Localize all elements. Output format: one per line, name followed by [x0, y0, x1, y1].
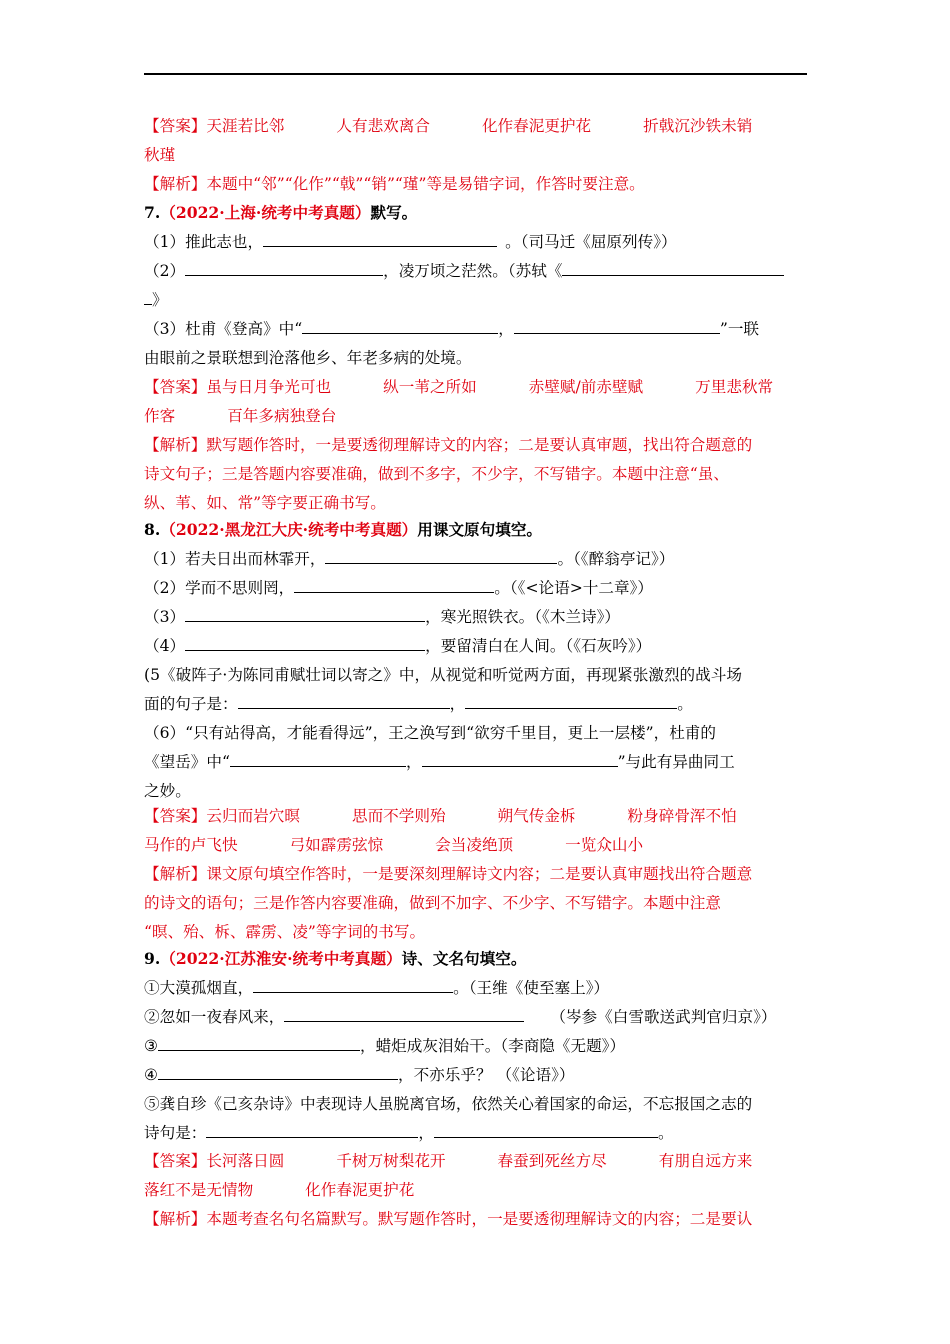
q8-item-3: （3） ，寒光照铁衣。（《木兰诗》）	[144, 608, 621, 626]
q8-answer-line: 【答案】云归而岩穴暝 思而不学则殆 朔气传金柝 粉身碎骨浑不怕	[144, 807, 737, 825]
answer-label: 【答案】	[144, 807, 207, 825]
q7-item-3: （3）杜甫《登高》中“ ， ”一联	[144, 320, 760, 338]
fill-blank[interactable]	[562, 260, 784, 276]
fill-blank[interactable]	[284, 1006, 524, 1022]
fill-blank[interactable]	[253, 977, 453, 993]
fill-blank[interactable]	[325, 548, 557, 564]
q9-heading: 9.（2022·江苏淮安·统考中考真题）诗、文名句填空。	[144, 949, 527, 968]
q7-answer-wrap: 作客 百年多病独登台	[144, 407, 337, 425]
fill-blank[interactable]	[514, 318, 720, 334]
q8-analysis-2: 的诗文的语句；三是作答内容要准确，做到不加字、不少字、不写错字。本题中注意	[144, 894, 721, 912]
q6-answer-wrap: 秋瑾	[144, 146, 176, 164]
fill-blank[interactable]	[206, 1122, 418, 1138]
q8-analysis-1: 【解析】课文原句填空作答时，一是要深刻理解诗文内容；二是要认真审题找出符合题意	[144, 865, 753, 883]
q8-item-2: （2）学而不思则罔， 。（《<论语>十二章》）	[144, 579, 653, 597]
q9-item-5: ⑤龚自珍《己亥杂诗》中表现诗人虽脱离官场，依然关心着国家的命运，不忘报国之志的	[144, 1095, 753, 1113]
q9-analysis-1: 【解析】本题考查名句名篇默写。默写题作答时，一是要透彻理解诗文的内容；二是要认	[144, 1210, 753, 1228]
q9-item-3: ③ ，蜡炬成灰泪始干。（李商隐《无题》）	[144, 1037, 626, 1055]
q6-analysis: 【解析】本题中“邻”“化作”“戟”“销”“瑾”等是易错字词，作答时要注意。	[144, 175, 645, 193]
q7-item-2: （2） ，凌万顷之茫然。（苏轼《	[144, 260, 824, 282]
q8-heading: 8.（2022·黑龙江大庆·统考中考真题）用课文原句填空。	[144, 520, 543, 539]
header-rule	[144, 73, 807, 75]
q7-analysis-3: 纵、苇、如、常”等字要正确书写。	[144, 494, 386, 512]
analysis-label: 【解析】	[144, 1210, 207, 1228]
q7-analysis-1: 【解析】默写题作答时，一是要透彻理解诗文的内容；二是要认真审题，找出符合题意的	[144, 436, 753, 454]
q8-item-6: （6）“只有站得高，才能看得远”，王之涣写到“欲穷千里目，更上一层楼”，杜甫的	[144, 724, 716, 742]
q7-item-3-wrap: 由眼前之景联想到沧落他乡、年老多病的处境。	[144, 349, 472, 367]
q9-item-5-wrap: 诗句是： ， 。	[144, 1124, 674, 1142]
q7-item-1: （1）推此志也， 。（司马迁《屈原列传》）	[144, 233, 677, 251]
q6-answer-line: 【答案】天涯若比邻 人有悲欢离合 化作春泥更护花 折戟沉沙铁未销	[144, 117, 753, 135]
analysis-label: 【解析】	[144, 865, 207, 883]
question-source: （2022·黑龙江大庆·统考中考真题）	[160, 520, 418, 539]
fill-blank[interactable]	[422, 751, 618, 767]
q9-answer-line: 【答案】长河落日圆 千树万树梨花开 春蚕到死丝方尽 有朋自远方来	[144, 1152, 753, 1170]
q8-item-4: （4） ，要留清白在人间。（《石灰吟》）	[144, 637, 652, 655]
fill-blank[interactable]	[185, 260, 383, 276]
q8-analysis-3: “暝、殆、柝、霹雳、凌”等字词的书写。	[144, 923, 426, 941]
question-source: （2022·江苏淮安·统考中考真题）	[160, 949, 402, 968]
q7-analysis-2: 诗文句子；三是答题内容要准确，做到不多字，不少字，不写错字。本题中注意“虽、	[144, 465, 729, 483]
analysis-label: 【解析】	[144, 436, 207, 454]
fill-blank[interactable]	[185, 635, 425, 651]
q9-item-4: ④ ，不亦乐乎？ （《论语》）	[144, 1066, 575, 1084]
q7-item-2-wrap: 》	[144, 289, 824, 311]
analysis-label: 【解析】	[144, 175, 207, 193]
answer-label: 【答案】	[144, 378, 207, 396]
q8-item-5-wrap: 面的句子是： ， 。	[144, 695, 693, 713]
fill-blank[interactable]	[302, 318, 498, 334]
q8-item-5: (5《破阵子·为陈同甫赋壮词以寄之》中，从视觉和听觉两方面，再现紧张激烈的战斗场	[144, 666, 742, 684]
q8-item-1: （1）若夫日出而林霏开， 。（《醉翁亭记》）	[144, 550, 675, 568]
q9-item-2: ②忽如一夜春风来， （岑参《白雪歌送武判官归京》）	[144, 1008, 777, 1026]
q8-item-6-wrap: 《望岳》中“ ， ”与此有异曲同工	[144, 753, 735, 771]
answer-label: 【答案】	[144, 1152, 207, 1170]
fill-blank[interactable]	[158, 1064, 398, 1080]
q9-answer-wrap: 落红不是无情物 化作春泥更护花	[144, 1181, 415, 1199]
answer-label: 【答案】	[144, 117, 207, 135]
fill-blank[interactable]	[185, 606, 425, 622]
q7-answer-line: 【答案】虽与日月争光可也 纵一苇之所如 赤壁赋/前赤壁赋 万里悲秋常	[144, 378, 774, 396]
q7-heading: 7.（2022·上海·统考中考真题）默写。	[144, 203, 418, 222]
fill-blank[interactable]	[144, 289, 152, 305]
fill-blank[interactable]	[294, 577, 494, 593]
fill-blank[interactable]	[158, 1035, 360, 1051]
question-source: （2022·上海·统考中考真题）	[160, 203, 371, 222]
q8-answer-wrap: 马作的卢飞快 弓如霹雳弦惊 会当凌绝顶 一览众山小	[144, 836, 644, 854]
fill-blank[interactable]	[238, 693, 450, 709]
fill-blank[interactable]	[434, 1122, 658, 1138]
fill-blank[interactable]	[230, 751, 406, 767]
q9-item-1: ①大漠孤烟直， 。（王维《使至塞上》）	[144, 979, 610, 997]
fill-blank[interactable]	[465, 693, 677, 709]
q8-item-6-wrap2: 之妙。	[144, 782, 191, 800]
fill-blank[interactable]	[263, 231, 497, 247]
